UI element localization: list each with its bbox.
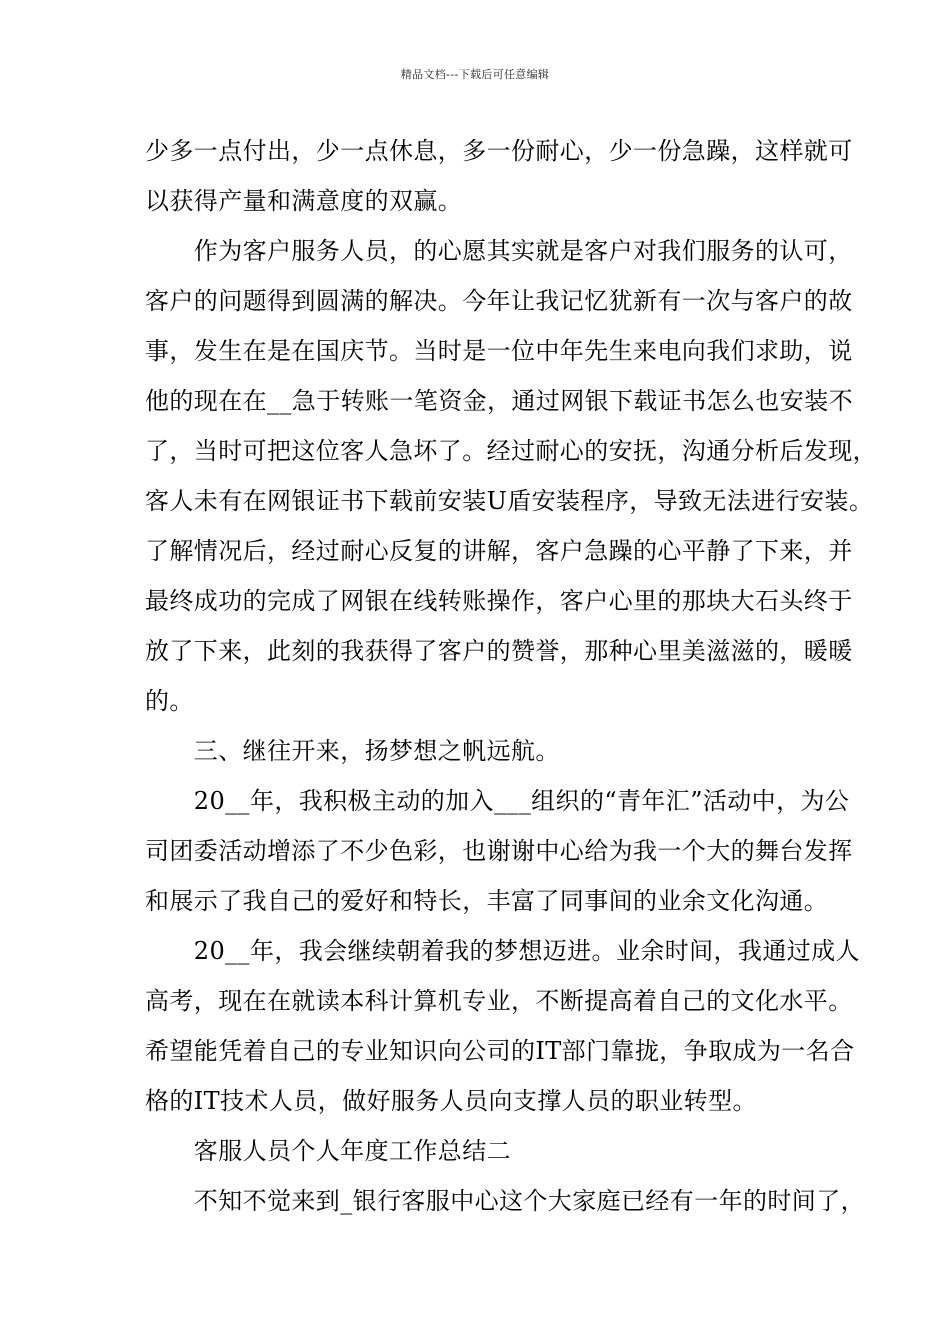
body-line: 放了下来，此刻的我获得了客户的赞誉，那种心里美滋滋的，暖暖 <box>145 637 853 665</box>
body-line: 事，发生在是在国庆节。当时是一位中年先生来电向我们求助，说 <box>145 337 853 365</box>
body-line: 他的现在在__急于转账一笔资金，通过网银下载证书怎么也安装不 <box>145 387 853 415</box>
page-header: 精品文档---下载后可任意编辑 <box>400 68 550 81</box>
body-line: 不知不觉来到_银行客服中心这个大家庭已经有一年的时间了， <box>145 1187 865 1215</box>
body-line: 和展示了我自己的爱好和特长，丰富了同事间的业余文化沟通。 <box>145 887 829 915</box>
body-line: 了解情况后，经过耐心反复的讲解，客户急躁的心平静了下来，并 <box>145 537 853 565</box>
body-line: 20__年，我积极主动的加入___组织的“青年汇”活动中，为公 <box>145 787 850 815</box>
body-line: 高考，现在在就读本科计算机专业，不断提高着自己的文化水平。 <box>145 987 853 1015</box>
document-title: 客服人员个人年度工作总结二 <box>145 1137 511 1165</box>
body-line: 客户的问题得到圆满的解决。今年让我记忆犹新有一次与客户的故 <box>145 287 853 315</box>
body-line: 以获得产量和满意度的双赢。 <box>145 187 463 215</box>
body-line: 客人未有在网银证书下载前安装U盾安装程序，导致无法进行安装。 <box>145 487 874 515</box>
body-line: 少多一点付出，少一点休息，多一份耐心，少一份急躁，这样就可 <box>145 137 853 165</box>
body-line: 了，当时可把这位客人急坏了。经过耐心的安抚，沟通分析后发现， <box>145 437 877 465</box>
body-line: 最终成功的完成了网银在线转账操作，客户心里的那块大石头终于 <box>145 587 853 615</box>
body-line: 的。 <box>145 687 194 715</box>
body-line: 20__年，我会继续朝着我的梦想迈进。业余时间，我通过成人 <box>145 937 860 965</box>
section-heading: 三、继往开来，扬梦想之帆远航。 <box>145 737 560 765</box>
body-line: 格的IT技术人员，做好服务人员向支撑人员的职业转型。 <box>145 1087 757 1115</box>
body-line: 希望能凭着自己的专业知识向公司的IT部门靠拢，争取成为一名合 <box>145 1037 855 1065</box>
body-line: 作为客户服务人员，的心愿其实就是客户对我们服务的认可， <box>145 237 853 265</box>
body-line: 司团委活动增添了不少色彩，也谢谢中心给为我一个大的舞台发挥 <box>145 837 853 865</box>
